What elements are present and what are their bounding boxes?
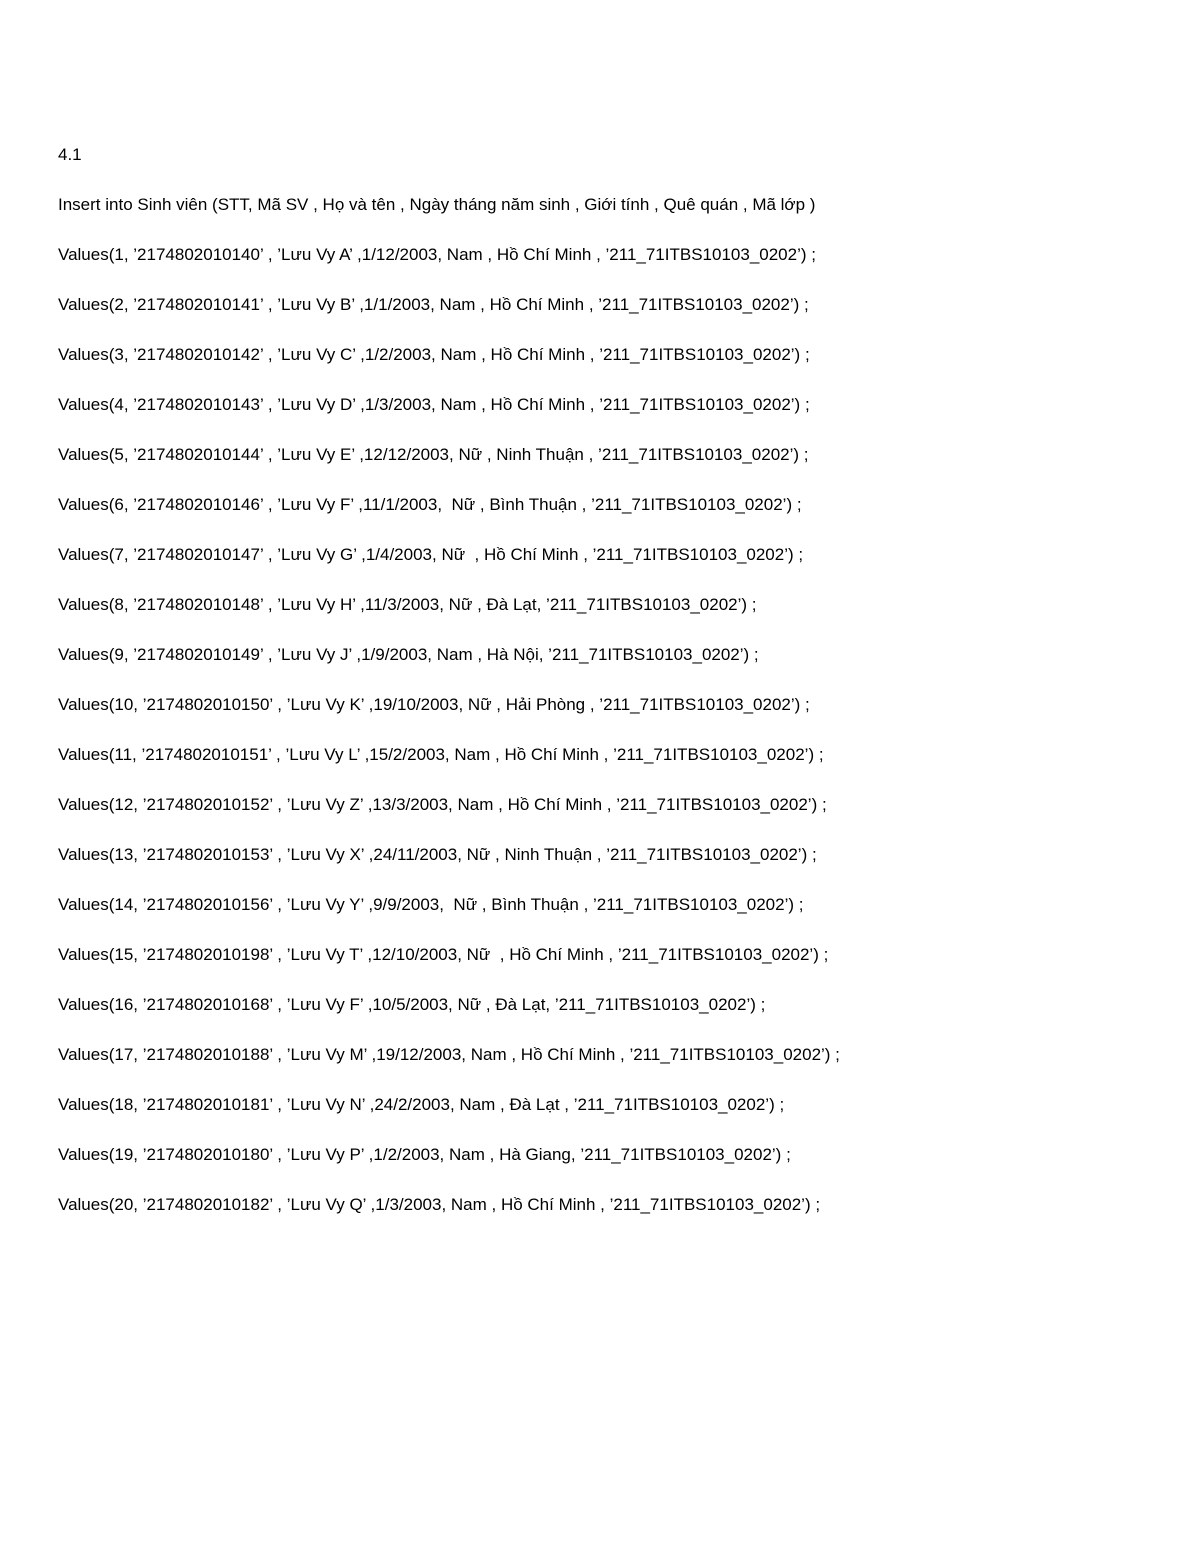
values-row: Values(13, ’2174802010153’ , ’Lưu Vy X’ ,24/11/2003, Nữ , Ninh Thuận , ’211_71ITBS10103_0202’) ; [58,845,817,864]
values-row: Values(10, ’2174802010150’ , ’Lưu Vy K’ ,19/10/2003, Nữ , Hải Phòng , ’211_71ITBS10103_0202’) ; [58,695,810,714]
values-row: Values(14, ’2174802010156’ , ’Lưu Vy Y’ ,9/9/2003, Nữ , Bình Thuận , ’211_71ITBS10103_0202’) ; [58,895,804,914]
values-row: Values(18, ’2174802010181’ , ’Lưu Vy N’ ,24/2/2003, Nam , Đà Lạt , ’211_71ITBS10103_0202’) ; [58,1095,785,1114]
values-row: Values(20, ’2174802010182’ , ’Lưu Vy Q’ ,1/3/2003, Nam , Hồ Chí Minh , ’211_71ITBS10103_0202’) ; [58,1195,821,1214]
values-row: Values(1, ’2174802010140’ , ’Lưu Vy A’ ,1/12/2003, Nam , Hồ Chí Minh , ’211_71ITBS10103_0202’) ; [58,245,816,264]
values-row: Values(11, ’2174802010151’ , ’Lưu Vy L’ ,15/2/2003, Nam , Hồ Chí Minh , ’211_71ITBS10103_0202’) ; [58,745,824,764]
values-row: Values(9, ’2174802010149’ , ’Lưu Vy J’ ,1/9/2003, Nam , Hà Nội, ’211_71ITBS10103_0202’) ; [58,645,759,664]
values-row: Values(5, ’2174802010144’ , ’Lưu Vy E’ ,12/12/2003, Nữ , Ninh Thuận , ’211_71ITBS10103_0202’) ; [58,445,809,464]
values-row: Values(12, ’2174802010152’ , ’Lưu Vy Z’ ,13/3/2003, Nam , Hồ Chí Minh , ’211_71ITBS10103_0202’) ; [58,795,827,814]
values-row: Values(17, ’2174802010188’ , ’Lưu Vy M’ ,19/12/2003, Nam , Hồ Chí Minh , ’211_71ITBS10103_0202’) ; [58,1045,840,1064]
values-row: Values(16, ’2174802010168’ , ’Lưu Vy F’ ,10/5/2003, Nữ , Đà Lạt, ’211_71ITBS10103_0202’) ; [58,995,766,1014]
section-number: 4.1 [58,145,82,164]
values-row: Values(3, ’2174802010142’ , ’Lưu Vy C’ ,1/2/2003, Nam , Hồ Chí Minh , ’211_71ITBS10103_0202’) ; [58,345,810,364]
insert-statement: Insert into Sinh viên (STT, Mã SV , Họ và tên , Ngày tháng năm sinh , Giới tính , Quê quán , Mã lớp ) [58,195,816,214]
values-list [58,243,1158,1217]
values-row: Values(4, ’2174802010143’ , ’Lưu Vy D’ ,1/3/2003, Nam , Hồ Chí Minh , ’211_71ITBS10103_0202’) ; [58,395,810,414]
values-row: Values(7, ’2174802010147’ , ’Lưu Vy G’ ,1/4/2003, Nữ , Hồ Chí Minh , ’211_71ITBS10103_0202’) ; [58,545,804,564]
values-row: Values(6, ’2174802010146’ , ’Lưu Vy F’ ,11/1/2003, Nữ , Bình Thuận , ’211_71ITBS10103_0202’) ; [58,495,802,514]
values-row: Values(19, ’2174802010180’ , ’Lưu Vy P’ ,1/2/2003, Nam , Hà Giang, ’211_71ITBS10103_0202’) ; [58,1145,791,1164]
values-row: Values(2, ’2174802010141’ , ’Lưu Vy B’ ,1/1/2003, Nam , Hồ Chí Minh , ’211_71ITBS10103_0202’) ; [58,295,809,314]
values-row: Values(8, ’2174802010148’ , ’Lưu Vy H’ ,11/3/2003, Nữ , Đà Lạt, ’211_71ITBS10103_0202’) ; [58,595,757,614]
document-content [58,143,1158,1243]
values-row: Values(15, ’2174802010198’ , ’Lưu Vy T’ ,12/10/2003, Nữ , Hồ Chí Minh , ’211_71ITBS10103_0202’) ; [58,945,829,964]
